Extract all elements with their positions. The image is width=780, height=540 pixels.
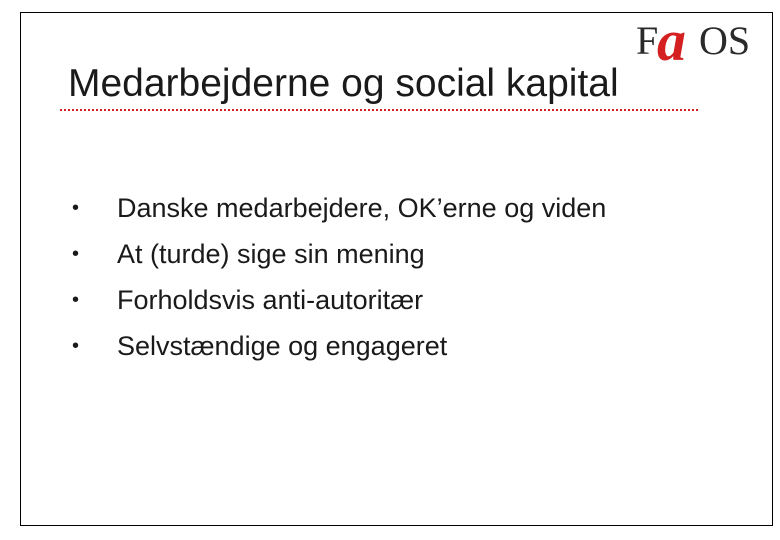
- faos-logo: [636, 8, 766, 73]
- bullet-text: Selvstændige og engageret: [117, 331, 448, 361]
- bullet-icon: •: [72, 335, 80, 357]
- bullet-icon: •: [72, 197, 80, 219]
- bullet-icon: •: [72, 289, 80, 311]
- bullet-text: Danske medarbejdere, OK’erne og viden: [117, 193, 607, 223]
- slide-title: Medarbejderne og social kapital: [68, 62, 619, 105]
- logo-letters-os: OS: [699, 18, 751, 63]
- logo-letter-a: a: [657, 8, 686, 73]
- bullet-text: At (turde) sige sin mening: [117, 239, 425, 269]
- logo-letter-f: F: [636, 18, 659, 63]
- bullet-text: Forholdsvis anti-autoritær: [117, 285, 424, 315]
- title-divider: [60, 109, 698, 111]
- bullet-icon: •: [72, 243, 80, 265]
